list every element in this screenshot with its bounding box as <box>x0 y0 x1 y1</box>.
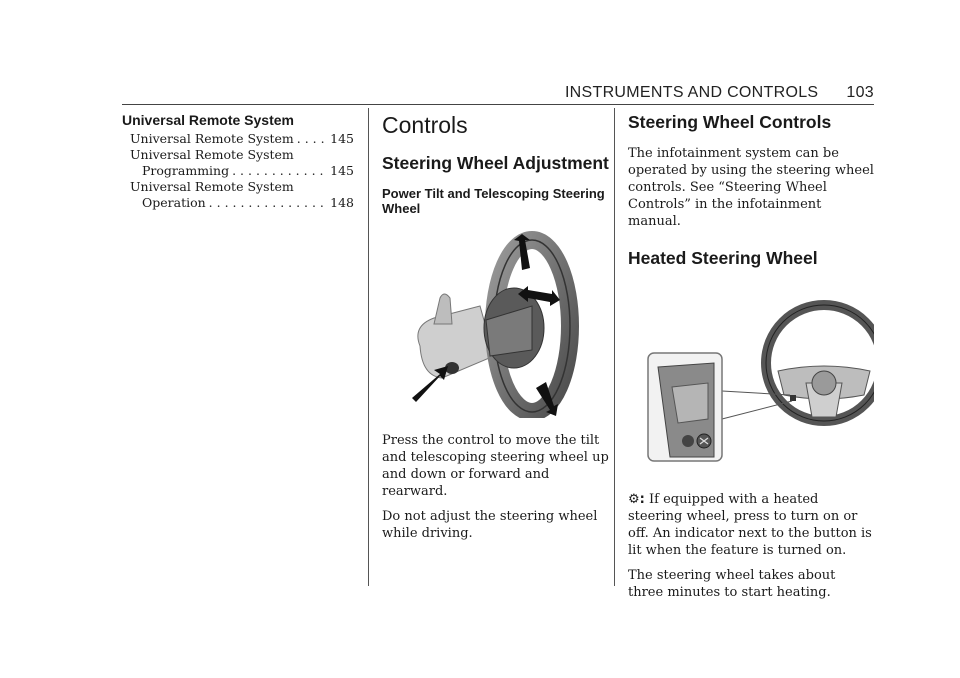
steering-column-illustration <box>382 228 614 418</box>
index-entry[interactable]: Universal Remote System <box>130 147 294 162</box>
section-title: INSTRUMENTS AND CONTROLS <box>564 84 819 101</box>
index-column <box>122 112 354 211</box>
controls-heading: Controls <box>382 112 468 138</box>
header-rule <box>122 104 874 105</box>
steering-controls-column <box>628 112 874 609</box>
page-number: 103 <box>846 84 874 101</box>
heating-time-text: The steering wheel takes about three minutes to start heating. <box>628 568 836 600</box>
heated-wheel-heading: Heated Steering Wheel <box>628 248 818 268</box>
power-tilt-heading: Power Tilt and Telescoping Steering Wheel <box>382 186 605 216</box>
heated-steering-wheel-illustration <box>628 291 874 481</box>
column-divider-1 <box>368 108 369 586</box>
tilt-warning: Do not adjust the steering wheel while driving. <box>382 509 598 541</box>
index-entry-continuation[interactable]: Programming . . . 145 <box>122 163 354 179</box>
steering-controls-text: The infotainment system can be operated by using the steering wheel controls. See “Steering Wheel Controls” in the infotainment manual. <box>628 146 874 229</box>
column-divider-2 <box>614 108 615 586</box>
index-entry[interactable]: Universal Remote System <box>130 179 294 194</box>
index-title: Universal Remote System <box>122 112 294 128</box>
steering-controls-heading: Steering Wheel Controls <box>628 112 832 132</box>
steering-adjustment-heading: Steering Wheel Adjustment <box>382 153 609 173</box>
controls-column <box>382 112 614 550</box>
heated-wheel-text: ⚙: If equipped with a heated steering wheel, press to turn on or off. An indicator next to the button is lit when the feature is turned on. <box>628 492 872 558</box>
index-entry[interactable]: Universal Remote System . . . 145 <box>122 131 354 147</box>
running-header <box>565 84 874 102</box>
tilt-instructions: Press the control to move the tilt and telescoping steering wheel up and down or forward and rearward. <box>382 433 609 499</box>
index-entry-continuation[interactable]: Operation . . . 148 <box>122 195 354 211</box>
index-list <box>122 131 354 211</box>
heated-steering-wheel-icon: ⚙ <box>628 492 640 507</box>
